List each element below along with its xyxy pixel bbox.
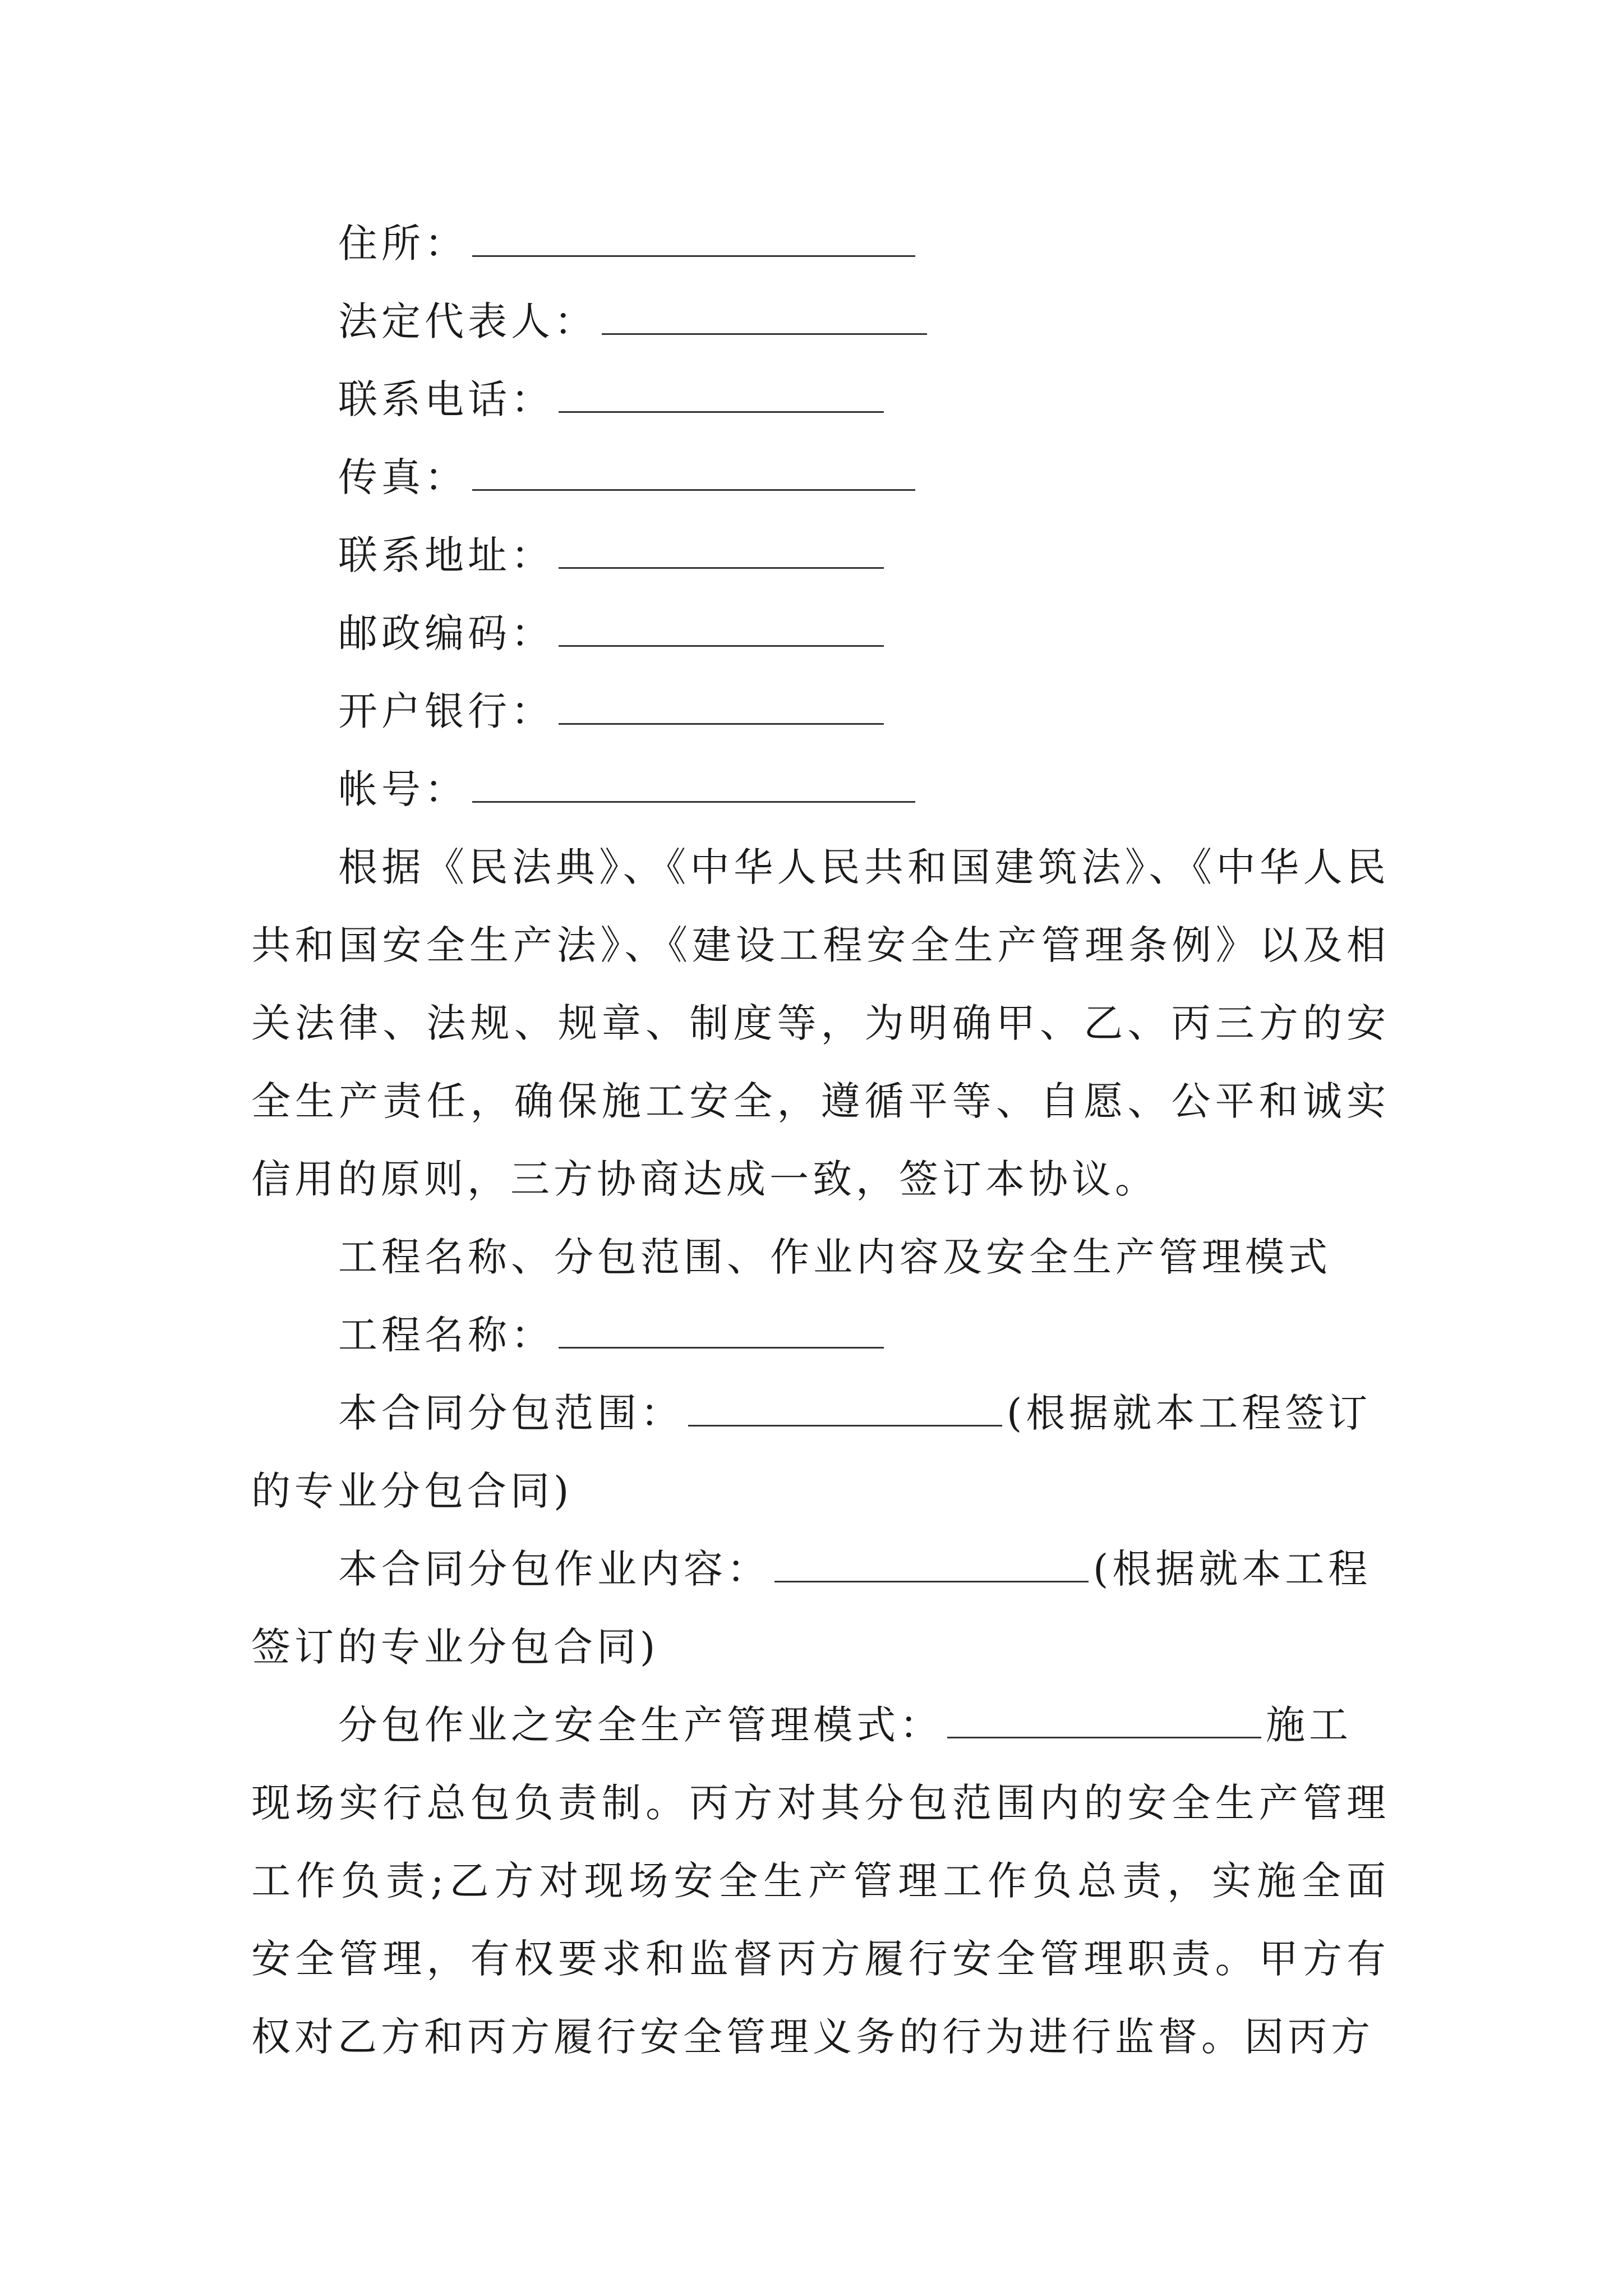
blank-line	[688, 1386, 1002, 1427]
scope-line	[251, 1374, 1390, 1452]
work-content-label: 本合同分包作业内容：	[338, 1546, 770, 1592]
field-legal-representative	[251, 283, 1390, 361]
field-address	[251, 205, 1390, 283]
mode-after-blank: 施工	[1266, 1702, 1352, 1748]
field-label: 联系地址：	[338, 532, 554, 578]
field-label: 住所：	[338, 220, 468, 266]
blank-line	[602, 294, 927, 335]
field-label: 传真：	[338, 454, 468, 500]
work-content-line	[251, 1530, 1390, 1608]
blank-line	[774, 1542, 1089, 1582]
blank-line	[472, 216, 915, 257]
scope-label: 本合同分包范围：	[338, 1390, 684, 1436]
scope-continuation: 的专业分包合同)	[251, 1468, 573, 1514]
blank-line	[559, 372, 884, 413]
field-label: 法定代表人：	[338, 298, 597, 344]
field-account	[251, 751, 1390, 829]
field-postal-code	[251, 595, 1390, 673]
blank-line	[472, 762, 915, 803]
field-label: 帐号：	[338, 766, 468, 812]
document-body	[251, 205, 1390, 2076]
field-phone	[251, 361, 1390, 439]
blank-line	[559, 606, 884, 647]
field-label: 联系电话：	[338, 376, 554, 422]
blank-line	[472, 450, 915, 491]
blank-line	[559, 528, 884, 569]
intro-paragraph: 根据《民法典》、《中华人民共和国建筑法》、《中华人民共和国安全生产法》、《建设工程安全生产管理条例》以及相关法律、法规、规章、制度等，为明确甲、乙、丙三方的安全生产责任，确保施工安全，遵循平等、自愿、公平和诚实信用的原则，三方协商达成一致，签订本协议。	[251, 844, 1390, 1202]
field-project-name	[251, 1296, 1390, 1374]
work-content-continuation: 签订的专业分包合同)	[251, 1624, 660, 1670]
field-bank	[251, 673, 1390, 751]
blank-line	[947, 1697, 1261, 1738]
blank-line	[559, 1308, 884, 1349]
field-contact-address	[251, 517, 1390, 595]
scope-suffix: (根据就本工程签订	[1007, 1390, 1372, 1436]
field-label: 邮政编码：	[338, 610, 554, 656]
blank-line	[559, 684, 884, 725]
section-title: 工程名称、分包范围、作业内容及安全生产管理模式	[338, 1234, 1331, 1280]
mode-label: 分包作业之安全生产管理模式：	[338, 1702, 943, 1748]
field-label: 工程名称：	[338, 1312, 554, 1358]
field-label: 开户银行：	[338, 688, 554, 734]
mode-line	[251, 1686, 1390, 1764]
field-fax	[251, 439, 1390, 517]
mode-body: 现场实行总包负责制。丙方对其分包范围内的安全生产管理工作负责;乙方对现场安全生产管理工作负总责，实施全面安全管理，有权要求和监督丙方履行安全管理职责。甲方有权对乙方和丙方履行安全管理义务的行为进行监督。因丙方	[251, 1780, 1390, 2060]
work-content-suffix: (根据就本工程	[1093, 1546, 1372, 1592]
